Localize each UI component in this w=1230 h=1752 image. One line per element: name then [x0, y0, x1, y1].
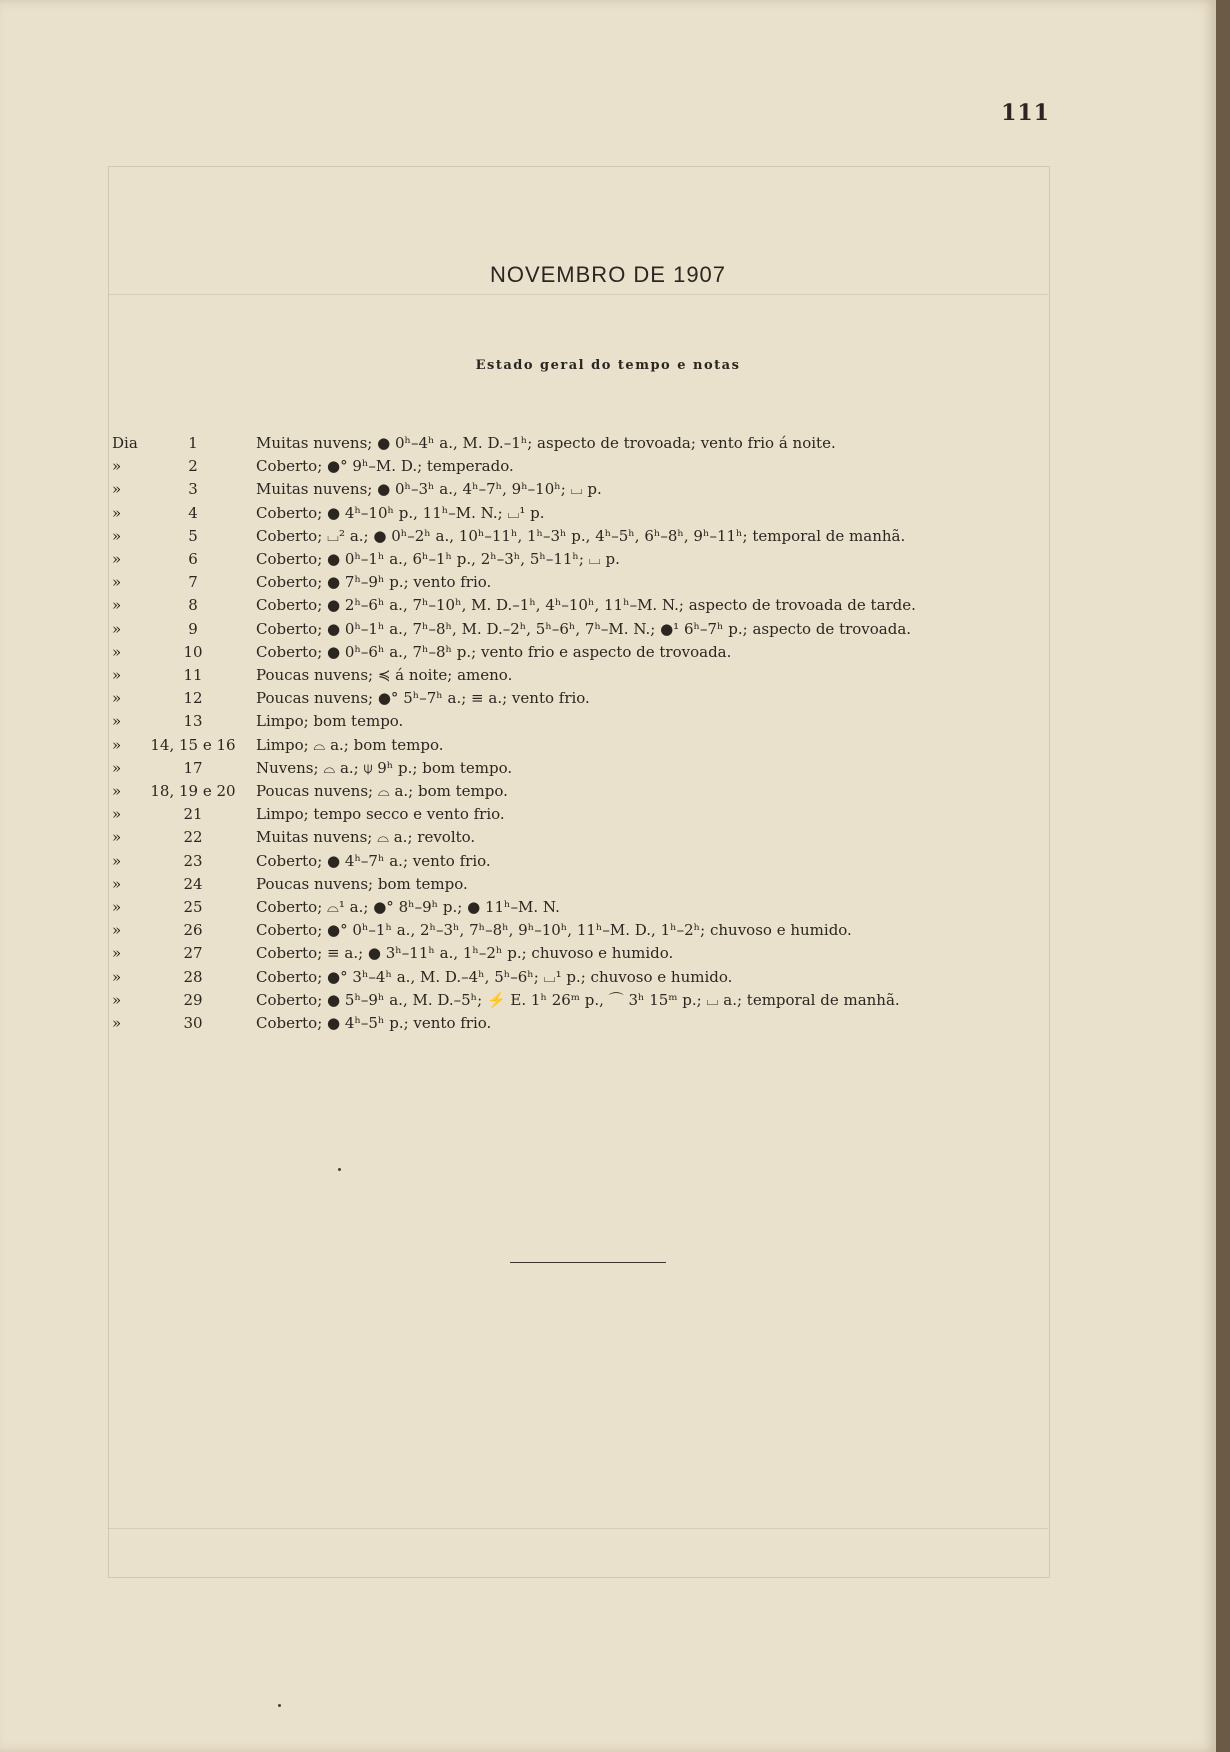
day-note: Muitas nuvens; ● 0ʰ–4ʰ a., M. D.–1ʰ; aspecto de trovoada; vento frio á noite. — [256, 434, 836, 452]
day-number: 17 — [183, 758, 203, 777]
day-number: 26 — [183, 921, 203, 940]
list-item — [0, 548, 1000, 571]
day-ditto-mark: » — [112, 503, 122, 522]
day-ditto-mark: » — [112, 898, 122, 916]
list-item — [0, 571, 1000, 594]
day-ditto-mark: » — [112, 851, 122, 870]
day-ditto-mark: » — [112, 921, 122, 940]
day-note: Coberto; ● 0ʰ–6ʰ a., 7ʰ–8ʰ p.; vento frio e aspecto de trovoada. — [256, 642, 732, 661]
day-ditto-mark: » — [112, 642, 122, 661]
day-ditto-mark: » — [112, 619, 122, 638]
day-note: Muitas nuvens; ● 0ʰ–3ʰ a., 4ʰ–7ʰ, 9ʰ–10ʰ; ⌴ p. — [256, 480, 602, 499]
day-note: Coberto; ● 4ʰ–10ʰ p., 11ʰ–M. N.; ⌴¹ p. — [256, 503, 545, 522]
day-number: 22 — [183, 828, 203, 847]
day-number: 10 — [183, 642, 203, 661]
list-item — [0, 780, 1000, 803]
list-item — [0, 757, 1000, 780]
list-item — [0, 618, 1000, 641]
list-item — [0, 687, 1000, 710]
bleed-through-line — [108, 294, 1048, 295]
day-ditto-mark: » — [112, 596, 122, 615]
day-note: Coberto; ● 7ʰ–9ʰ p.; vento frio. — [256, 573, 492, 592]
list-item — [0, 966, 1000, 989]
day-number: 28 — [183, 967, 203, 986]
day-number: 29 — [183, 990, 203, 1009]
day-note: Poucas nuvens; ≼ á noite; ameno. — [256, 666, 513, 684]
day-note: Limpo; bom tempo. — [256, 712, 404, 731]
section-subtitle: Estado geral do tempo e notas — [475, 358, 741, 373]
day-number: 18, 19 e 20 — [150, 782, 236, 800]
day-ditto-mark: » — [112, 828, 122, 847]
day-note: Coberto; ≡ a.; ● 3ʰ–11ʰ a., 1ʰ–2ʰ p.; chuvoso e humido. — [256, 944, 674, 963]
day-note: Coberto; ● 4ʰ–5ʰ p.; vento frio. — [256, 1014, 492, 1032]
day-note: Coberto; ●° 0ʰ–1ʰ a., 2ʰ–3ʰ, 7ʰ–8ʰ, 9ʰ–10ʰ, 11ʰ–M. D., 1ʰ–2ʰ; chuvoso e humido. — [256, 921, 852, 940]
day-number: 13 — [183, 712, 203, 731]
closing-rule — [510, 1262, 666, 1263]
day-ditto-mark: » — [112, 526, 122, 545]
list-item — [0, 734, 1000, 757]
day-note: Coberto; ⌴² a.; ● 0ʰ–2ʰ a., 10ʰ–11ʰ, 1ʰ–3ʰ p., 4ʰ–5ʰ, 6ʰ–8ʰ, 9ʰ–11ʰ; temporal de manhã. — [256, 526, 906, 545]
list-item — [0, 478, 1000, 501]
list-item — [0, 826, 1000, 849]
day-number: 23 — [183, 851, 203, 870]
bleed-through-line — [108, 1528, 1048, 1529]
day-number: 14, 15 e 16 — [150, 735, 236, 754]
day-ditto-mark: » — [112, 944, 122, 963]
day-ditto-mark: » — [112, 550, 122, 568]
day-note: Limpo; ⌓ a.; bom tempo. — [256, 735, 444, 754]
list-item — [0, 594, 1000, 617]
page-number: 111 — [1001, 100, 1050, 126]
day-note: Poucas nuvens; ●° 5ʰ–7ʰ a.; ≡ a.; vento frio. — [256, 689, 590, 708]
day-ditto-mark: » — [112, 712, 122, 731]
list-item — [0, 873, 1000, 896]
day-ditto-mark: » — [112, 874, 122, 893]
paper-speck — [278, 1704, 281, 1707]
day-number: 9 — [188, 619, 198, 638]
day-ditto-mark: » — [112, 782, 122, 800]
day-note: Coberto; ● 2ʰ–6ʰ a., 7ʰ–10ʰ, M. D.–1ʰ, 4ʰ–10ʰ, 11ʰ–M. N.; aspecto de trovoada de tarde. — [256, 596, 916, 615]
list-item — [0, 803, 1000, 826]
list-item — [0, 942, 1000, 965]
list-item — [0, 850, 1000, 873]
book-spine — [1216, 0, 1230, 1752]
day-ditto-mark: » — [112, 967, 122, 986]
day-ditto-mark: » — [112, 666, 122, 684]
list-item — [0, 710, 1000, 733]
day-note: Coberto; ● 0ʰ–1ʰ a., 6ʰ–1ʰ p., 2ʰ–3ʰ, 5ʰ–11ʰ; ⌴ p. — [256, 550, 620, 568]
page-title: NOVEMBRO DE 1907 — [489, 262, 727, 287]
day-ditto-mark: » — [112, 735, 122, 754]
day-number: 30 — [183, 1014, 203, 1032]
list-item — [0, 919, 1000, 942]
day-note: Coberto; ● 0ʰ–1ʰ a., 7ʰ–8ʰ, M. D.–2ʰ, 5ʰ–6ʰ, 7ʰ–M. N.; ●¹ 6ʰ–7ʰ p.; aspecto de trovoada. — [256, 619, 912, 638]
list-item — [0, 502, 1000, 525]
day-number: 12 — [183, 689, 203, 708]
list-item — [0, 525, 1000, 548]
day-note: Coberto; ● 5ʰ–9ʰ a., M. D.–5ʰ; ⚡ E. 1ʰ 26ᵐ p., ⌒ 3ʰ 15ᵐ p.; ⌴ a.; temporal de manhã. — [256, 990, 900, 1009]
day-number: 8 — [188, 596, 198, 615]
list-item — [0, 1012, 1000, 1035]
list-item — [0, 896, 1000, 919]
day-note: Poucas nuvens; ⌓ a.; bom tempo. — [256, 782, 508, 800]
day-number: 11 — [183, 666, 203, 684]
day-note: Muitas nuvens; ⌓ a.; revolto. — [256, 828, 476, 847]
day-number: 5 — [188, 526, 198, 545]
day-ditto-mark: » — [112, 805, 122, 824]
day-note: Nuvens; ⌓ a.; ⍦ 9ʰ p.; bom tempo. — [256, 758, 513, 777]
list-item — [0, 664, 1000, 687]
list-item — [0, 989, 1000, 1012]
day-ditto-mark: » — [112, 758, 122, 777]
day-number: 25 — [183, 898, 203, 916]
day-ditto-mark: » — [112, 990, 122, 1009]
day-ditto-mark: Dia — [112, 434, 138, 452]
day-ditto-mark: » — [112, 689, 122, 708]
day-number: 27 — [183, 944, 203, 963]
day-ditto-mark: » — [112, 480, 122, 499]
day-number: 2 — [188, 457, 198, 476]
day-ditto-mark: » — [112, 457, 122, 476]
day-number: 1 — [188, 434, 198, 452]
day-note: Coberto; ●° 3ʰ–4ʰ a., M. D.–4ʰ, 5ʰ–6ʰ; ⌴¹ p.; chuvoso e humido. — [256, 967, 733, 986]
day-number: 7 — [188, 573, 198, 592]
list-item — [0, 455, 1000, 478]
day-note: Poucas nuvens; bom tempo. — [256, 874, 468, 893]
day-number: 21 — [183, 805, 203, 824]
day-note: Coberto; ● 4ʰ–7ʰ a.; vento frio. — [256, 851, 491, 870]
day-ditto-mark: » — [112, 1014, 122, 1032]
day-number: 6 — [188, 550, 198, 568]
day-note: Limpo; tempo secco e vento frio. — [256, 805, 505, 824]
day-ditto-mark: » — [112, 573, 122, 592]
paper-speck — [338, 1168, 341, 1171]
day-number: 24 — [183, 874, 203, 893]
list-item — [0, 641, 1000, 664]
day-number: 3 — [188, 480, 198, 499]
day-note: Coberto; ●° 9ʰ–M. D.; temperado. — [256, 457, 514, 476]
day-note: Coberto; ⌓¹ a.; ●° 8ʰ–9ʰ p.; ● 11ʰ–M. N. — [256, 898, 560, 916]
day-number: 4 — [188, 503, 198, 522]
list-item — [0, 432, 1000, 455]
